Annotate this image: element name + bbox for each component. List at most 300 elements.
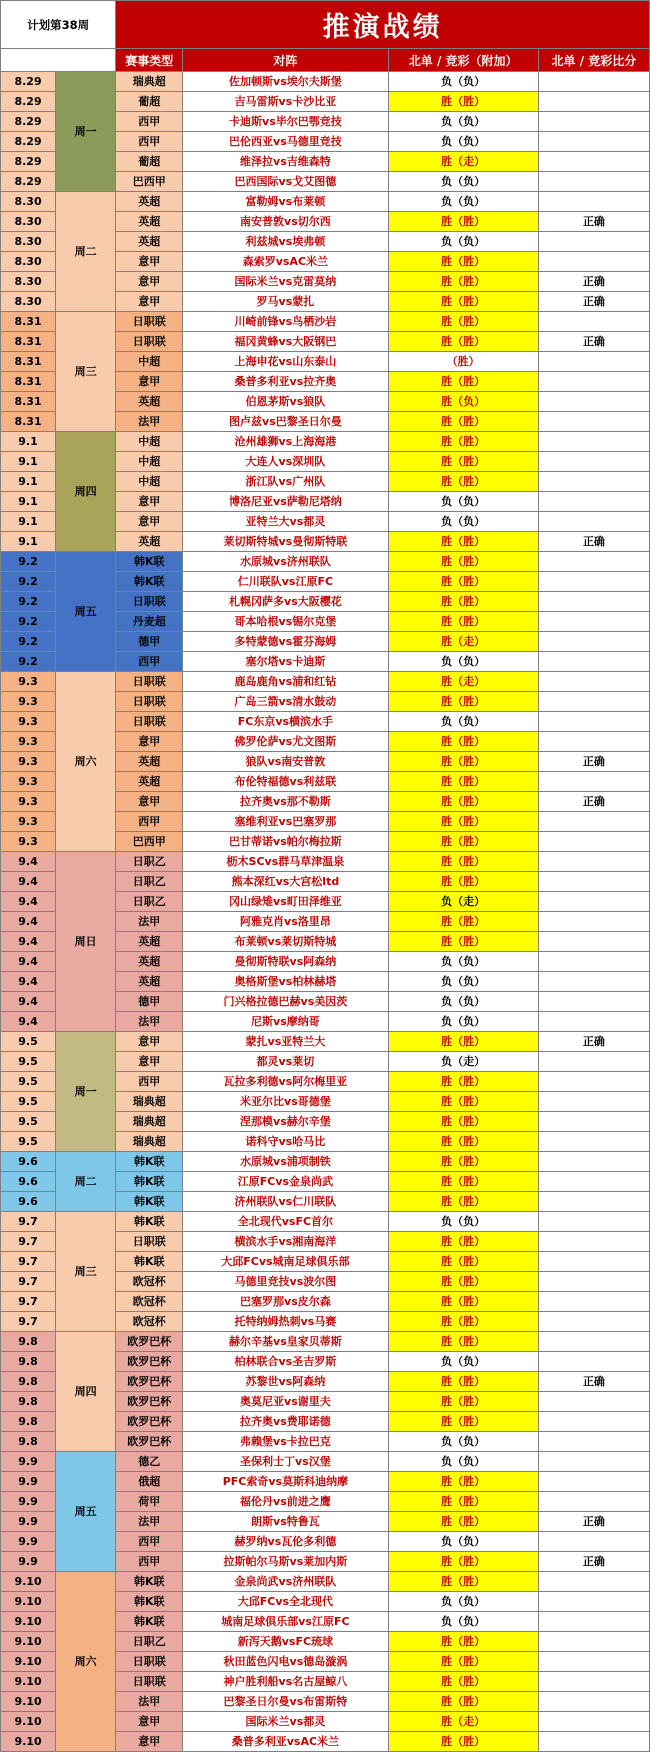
match-fixture: 桑普多利亚vsAC米兰 bbox=[183, 1732, 388, 1752]
league-name: 日职联 bbox=[116, 712, 183, 732]
column-header-2: 北单 / 竞彩（附加） bbox=[388, 49, 538, 72]
prediction-result: 胜（胜） bbox=[388, 1152, 538, 1172]
match-fixture: 狼队vs南安普敦 bbox=[183, 752, 388, 772]
league-name: 日职联 bbox=[116, 692, 183, 712]
weekday-label: 周五 bbox=[56, 1452, 116, 1572]
score-correctness bbox=[538, 732, 649, 752]
league-name: 欧罗巴杯 bbox=[116, 1392, 183, 1412]
match-fixture: 秋田蓝色闪电vs德岛漩涡 bbox=[183, 1652, 388, 1672]
league-name: 日职联 bbox=[116, 312, 183, 332]
prediction-result: 负（走） bbox=[388, 1052, 538, 1072]
league-name: 意甲 bbox=[116, 1712, 183, 1732]
score-correctness bbox=[538, 1072, 649, 1092]
match-date: 9.1 bbox=[1, 452, 56, 472]
match-fixture: 塞维利亚vs巴塞罗那 bbox=[183, 812, 388, 832]
score-correctness bbox=[538, 352, 649, 372]
score-correctness bbox=[538, 512, 649, 532]
weekday-label: 周五 bbox=[56, 552, 116, 672]
match-fixture: 图卢兹vs巴黎圣日尔曼 bbox=[183, 412, 388, 432]
match-fixture: 巴甘蒂诺vs帕尔梅拉斯 bbox=[183, 832, 388, 852]
match-fixture: 浙江队vs广州队 bbox=[183, 472, 388, 492]
prediction-result: 负（负） bbox=[388, 1592, 538, 1612]
score-correctness bbox=[538, 672, 649, 692]
league-name: 西甲 bbox=[116, 812, 183, 832]
match-date: 9.8 bbox=[1, 1392, 56, 1412]
match-date: 9.6 bbox=[1, 1192, 56, 1212]
table-row bbox=[1, 432, 650, 452]
match-date: 9.10 bbox=[1, 1652, 56, 1672]
match-fixture: 奥格斯堡vs柏林赫塔 bbox=[183, 972, 388, 992]
prediction-result: 负（负） bbox=[388, 1612, 538, 1632]
column-header-1: 对阵 bbox=[183, 49, 388, 72]
league-name: 英超 bbox=[116, 772, 183, 792]
score-correctness bbox=[538, 892, 649, 912]
league-name: 德甲 bbox=[116, 632, 183, 652]
score-correctness bbox=[538, 412, 649, 432]
match-date: 9.9 bbox=[1, 1472, 56, 1492]
match-date: 9.9 bbox=[1, 1552, 56, 1572]
match-fixture: 森索罗vsAC米兰 bbox=[183, 252, 388, 272]
score-correctness bbox=[538, 132, 649, 152]
league-name: 日职乙 bbox=[116, 892, 183, 912]
prediction-result: 胜（胜） bbox=[388, 1332, 538, 1352]
prediction-result: 胜（胜） bbox=[388, 552, 538, 572]
table-row bbox=[1, 552, 650, 572]
match-date: 9.10 bbox=[1, 1732, 56, 1752]
prediction-result: 胜（胜） bbox=[388, 852, 538, 872]
column-header-row bbox=[1, 49, 650, 72]
match-fixture: 横滨水手vs湘南海洋 bbox=[183, 1232, 388, 1252]
match-date: 9.8 bbox=[1, 1372, 56, 1392]
match-date: 9.9 bbox=[1, 1452, 56, 1472]
prediction-result: 胜（胜） bbox=[388, 372, 538, 392]
table-row bbox=[1, 1152, 650, 1172]
prediction-result: 负（走） bbox=[388, 892, 538, 912]
match-fixture: 蒙扎vs亚特兰大 bbox=[183, 1032, 388, 1052]
match-fixture: 全北现代vsFC首尔 bbox=[183, 1212, 388, 1232]
league-name: 法甲 bbox=[116, 1012, 183, 1032]
match-date: 9.10 bbox=[1, 1712, 56, 1732]
prediction-result: 胜（胜） bbox=[388, 1192, 538, 1212]
league-name: 意甲 bbox=[116, 292, 183, 312]
prediction-result: 负（负） bbox=[388, 492, 538, 512]
league-name: 英超 bbox=[116, 952, 183, 972]
match-fixture: 瓦拉多利德vs阿尔梅里亚 bbox=[183, 1072, 388, 1092]
score-correctness bbox=[538, 552, 649, 572]
match-date: 9.10 bbox=[1, 1672, 56, 1692]
prediction-result: 胜（胜） bbox=[388, 572, 538, 592]
match-fixture: 塞尔塔vs卡迪斯 bbox=[183, 652, 388, 672]
league-name: 西甲 bbox=[116, 112, 183, 132]
match-date: 8.30 bbox=[1, 232, 56, 252]
match-fixture: 金泉尚武vs济州联队 bbox=[183, 1572, 388, 1592]
match-date: 9.1 bbox=[1, 512, 56, 532]
match-fixture: 福冈黄蜂vs大阪钢巴 bbox=[183, 332, 388, 352]
prediction-result: 胜（胜） bbox=[388, 812, 538, 832]
score-correctness: 正确 bbox=[538, 532, 649, 552]
match-date: 8.30 bbox=[1, 292, 56, 312]
league-name: 英超 bbox=[116, 972, 183, 992]
prediction-result: 胜（胜） bbox=[388, 532, 538, 552]
match-date: 9.2 bbox=[1, 552, 56, 572]
league-name: 中超 bbox=[116, 452, 183, 472]
match-date: 8.30 bbox=[1, 192, 56, 212]
match-date: 9.4 bbox=[1, 912, 56, 932]
league-name: 巴西甲 bbox=[116, 832, 183, 852]
match-date: 9.9 bbox=[1, 1512, 56, 1532]
match-date: 9.10 bbox=[1, 1612, 56, 1632]
score-correctness bbox=[538, 252, 649, 272]
prediction-result: 负（负） bbox=[388, 72, 538, 92]
league-name: 英超 bbox=[116, 752, 183, 772]
match-date: 9.2 bbox=[1, 592, 56, 612]
prediction-result: 负（负） bbox=[388, 712, 538, 732]
score-correctness bbox=[538, 72, 649, 92]
score-correctness bbox=[538, 1272, 649, 1292]
match-date: 8.29 bbox=[1, 92, 56, 112]
score-correctness bbox=[538, 1492, 649, 1512]
weekday-label: 周三 bbox=[56, 312, 116, 432]
league-name: 欧罗巴杯 bbox=[116, 1372, 183, 1392]
match-date: 8.29 bbox=[1, 132, 56, 152]
match-date: 9.6 bbox=[1, 1152, 56, 1172]
score-correctness bbox=[538, 932, 649, 952]
league-name: 意甲 bbox=[116, 372, 183, 392]
match-fixture: 拉齐奥vs费耶诺德 bbox=[183, 1412, 388, 1432]
match-fixture: 熊本深红vs大宫松ltd bbox=[183, 872, 388, 892]
match-fixture: 国际米兰vs都灵 bbox=[183, 1712, 388, 1732]
match-date: 9.5 bbox=[1, 1052, 56, 1072]
league-name: 西甲 bbox=[116, 1552, 183, 1572]
match-fixture: 冈山绿雉vs町田泽维亚 bbox=[183, 892, 388, 912]
match-date: 9.4 bbox=[1, 872, 56, 892]
prediction-result: 胜（胜） bbox=[388, 1572, 538, 1592]
score-correctness bbox=[538, 1172, 649, 1192]
match-fixture: 城南足球俱乐部vs江原FC bbox=[183, 1612, 388, 1632]
league-name: 英超 bbox=[116, 932, 183, 952]
prediction-result: 胜（胜） bbox=[388, 732, 538, 752]
league-name: 瑞典超 bbox=[116, 1092, 183, 1112]
match-fixture: 江原FCvs金泉尚武 bbox=[183, 1172, 388, 1192]
score-correctness: 正确 bbox=[538, 1552, 649, 1572]
match-fixture: 拉斯帕尔马斯vs莱加内斯 bbox=[183, 1552, 388, 1572]
match-date: 9.9 bbox=[1, 1492, 56, 1512]
league-name: 法甲 bbox=[116, 412, 183, 432]
score-correctness bbox=[538, 1692, 649, 1712]
match-fixture: 布莱顿vs莱切斯特城 bbox=[183, 932, 388, 952]
prediction-result: 胜（胜） bbox=[388, 832, 538, 852]
prediction-result: 胜（胜） bbox=[388, 1472, 538, 1492]
score-correctness: 正确 bbox=[538, 292, 649, 312]
column-header-3: 北单 / 竞彩比分 bbox=[538, 49, 649, 72]
prediction-result: 胜（胜） bbox=[388, 1112, 538, 1132]
league-name: 法甲 bbox=[116, 1512, 183, 1532]
score-correctness bbox=[538, 872, 649, 892]
match-date: 9.8 bbox=[1, 1412, 56, 1432]
plan-week-label: 计划第38周 bbox=[1, 1, 116, 49]
match-fixture: 赫罗纳vs瓦伦多利德 bbox=[183, 1532, 388, 1552]
match-fixture: PFC索奇vs莫斯科迪纳摩 bbox=[183, 1472, 388, 1492]
prediction-result: 负（负） bbox=[388, 652, 538, 672]
score-correctness bbox=[538, 612, 649, 632]
match-date: 9.5 bbox=[1, 1072, 56, 1092]
match-date: 9.7 bbox=[1, 1232, 56, 1252]
prediction-result: 胜（胜） bbox=[388, 312, 538, 332]
league-name: 德甲 bbox=[116, 992, 183, 1012]
prediction-result: 胜（胜） bbox=[388, 1252, 538, 1272]
match-fixture: 大邱FCvs全北现代 bbox=[183, 1592, 388, 1612]
league-name: 意甲 bbox=[116, 1732, 183, 1752]
match-date: 8.29 bbox=[1, 172, 56, 192]
league-name: 中超 bbox=[116, 432, 183, 452]
match-fixture: 南安普敦vs切尔西 bbox=[183, 212, 388, 232]
prediction-result: 胜（胜） bbox=[388, 792, 538, 812]
score-correctness bbox=[538, 812, 649, 832]
match-fixture: 苏黎世vs阿森纳 bbox=[183, 1372, 388, 1392]
match-date: 9.3 bbox=[1, 692, 56, 712]
league-name: 日职联 bbox=[116, 1652, 183, 1672]
match-date: 9.10 bbox=[1, 1592, 56, 1612]
score-correctness bbox=[538, 392, 649, 412]
match-fixture: 卡迪斯vs毕尔巴鄂竞技 bbox=[183, 112, 388, 132]
prediction-result: 胜（走） bbox=[388, 152, 538, 172]
score-correctness bbox=[538, 1412, 649, 1432]
match-date: 9.4 bbox=[1, 972, 56, 992]
score-correctness bbox=[538, 1612, 649, 1632]
match-date: 8.30 bbox=[1, 212, 56, 232]
match-fixture: 巴西国际vs戈艾图德 bbox=[183, 172, 388, 192]
sheet-header-row bbox=[1, 1, 650, 49]
score-correctness bbox=[538, 592, 649, 612]
league-name: 欧罗巴杯 bbox=[116, 1432, 183, 1452]
match-fixture: 仁川联队vs江原FC bbox=[183, 572, 388, 592]
match-fixture: 拉齐奥vs那不勒斯 bbox=[183, 792, 388, 812]
match-date: 9.1 bbox=[1, 472, 56, 492]
match-fixture: 弗赖堡vs卡拉巴克 bbox=[183, 1432, 388, 1452]
score-correctness bbox=[538, 952, 649, 972]
league-name: 法甲 bbox=[116, 1692, 183, 1712]
prediction-result: 负（负） bbox=[388, 1012, 538, 1032]
match-date: 9.2 bbox=[1, 612, 56, 632]
prediction-result: 胜（胜） bbox=[388, 212, 538, 232]
prediction-result: 胜（胜） bbox=[388, 292, 538, 312]
league-name: 瑞典超 bbox=[116, 72, 183, 92]
prediction-result: 胜（胜） bbox=[388, 1672, 538, 1692]
league-name: 日职联 bbox=[116, 1232, 183, 1252]
score-correctness bbox=[538, 1232, 649, 1252]
prediction-result: 胜（胜） bbox=[388, 1732, 538, 1752]
score-correctness: 正确 bbox=[538, 752, 649, 772]
match-fixture: 广岛三箭vs清水鼓动 bbox=[183, 692, 388, 712]
league-name: 欧罗巴杯 bbox=[116, 1332, 183, 1352]
match-fixture: 博洛尼亚vs萨勒尼塔纳 bbox=[183, 492, 388, 512]
prediction-result: 胜（胜） bbox=[388, 1692, 538, 1712]
match-date: 9.2 bbox=[1, 572, 56, 592]
score-correctness bbox=[538, 572, 649, 592]
match-date: 8.31 bbox=[1, 332, 56, 352]
league-name: 韩K联 bbox=[116, 1212, 183, 1232]
match-fixture: 布伦特福德vs利兹联 bbox=[183, 772, 388, 792]
header-spacer bbox=[1, 49, 116, 72]
score-correctness bbox=[538, 432, 649, 452]
league-name: 日职联 bbox=[116, 672, 183, 692]
prediction-result: 胜（胜） bbox=[388, 1652, 538, 1672]
weekday-label: 周二 bbox=[56, 192, 116, 312]
prediction-result: 负（负） bbox=[388, 1212, 538, 1232]
league-name: 欧冠杯 bbox=[116, 1272, 183, 1292]
match-date: 9.3 bbox=[1, 772, 56, 792]
match-date: 9.1 bbox=[1, 432, 56, 452]
match-date: 8.29 bbox=[1, 152, 56, 172]
table-row bbox=[1, 852, 650, 872]
score-correctness: 正确 bbox=[538, 1032, 649, 1052]
match-fixture: 朗斯vs特鲁瓦 bbox=[183, 1512, 388, 1532]
league-name: 意甲 bbox=[116, 272, 183, 292]
match-date: 8.29 bbox=[1, 112, 56, 132]
league-name: 韩K联 bbox=[116, 552, 183, 572]
league-name: 意甲 bbox=[116, 1032, 183, 1052]
score-correctness bbox=[538, 1452, 649, 1472]
prediction-result: 胜（胜） bbox=[388, 412, 538, 432]
score-correctness: 正确 bbox=[538, 1512, 649, 1532]
score-correctness bbox=[538, 772, 649, 792]
score-correctness: 正确 bbox=[538, 212, 649, 232]
score-correctness bbox=[538, 1732, 649, 1752]
prediction-result: 负（负） bbox=[388, 192, 538, 212]
league-name: 西甲 bbox=[116, 1072, 183, 1092]
match-fixture: 米亚尔比vs哥德堡 bbox=[183, 1092, 388, 1112]
match-fixture: 尼斯vs摩纳哥 bbox=[183, 1012, 388, 1032]
prediction-result: 胜（胜） bbox=[388, 612, 538, 632]
match-fixture: 马德里竞技vs波尔图 bbox=[183, 1272, 388, 1292]
prediction-result: 胜（胜） bbox=[388, 1232, 538, 1252]
prediction-result: 胜（胜） bbox=[388, 912, 538, 932]
match-date: 9.7 bbox=[1, 1312, 56, 1332]
league-name: 韩K联 bbox=[116, 572, 183, 592]
score-correctness bbox=[538, 1332, 649, 1352]
league-name: 意甲 bbox=[116, 252, 183, 272]
match-fixture: 门兴格拉德巴赫vs美因茨 bbox=[183, 992, 388, 1012]
match-fixture: 大邱FCvs城南足球俱乐部 bbox=[183, 1252, 388, 1272]
league-name: 瑞典超 bbox=[116, 1132, 183, 1152]
score-correctness bbox=[538, 152, 649, 172]
prediction-result: 胜（走） bbox=[388, 632, 538, 652]
league-name: 意甲 bbox=[116, 792, 183, 812]
match-date: 9.7 bbox=[1, 1292, 56, 1312]
match-date: 9.4 bbox=[1, 852, 56, 872]
score-correctness bbox=[538, 192, 649, 212]
score-correctness bbox=[538, 1532, 649, 1552]
match-date: 9.2 bbox=[1, 632, 56, 652]
score-correctness bbox=[538, 1052, 649, 1072]
match-fixture: 诺科守vs哈马比 bbox=[183, 1132, 388, 1152]
league-name: 韩K联 bbox=[116, 1252, 183, 1272]
match-fixture: 莱切斯特城vs曼彻斯特联 bbox=[183, 532, 388, 552]
score-correctness bbox=[538, 692, 649, 712]
table-row bbox=[1, 1332, 650, 1352]
score-correctness bbox=[538, 1092, 649, 1112]
prediction-result: 胜（胜） bbox=[388, 592, 538, 612]
prediction-result: 胜（胜） bbox=[388, 692, 538, 712]
match-fixture: 托特纳姆热刺vs马赛 bbox=[183, 1312, 388, 1332]
league-name: 韩K联 bbox=[116, 1592, 183, 1612]
league-name: 西甲 bbox=[116, 1532, 183, 1552]
prediction-result: 负（负） bbox=[388, 232, 538, 252]
score-correctness bbox=[538, 492, 649, 512]
match-fixture: 利兹城vs埃弗顿 bbox=[183, 232, 388, 252]
league-name: 日职乙 bbox=[116, 1632, 183, 1652]
match-date: 9.5 bbox=[1, 1112, 56, 1132]
match-fixture: 枥木SCvs群马草津温泉 bbox=[183, 852, 388, 872]
match-date: 8.31 bbox=[1, 312, 56, 332]
weekday-label: 周四 bbox=[56, 432, 116, 552]
match-fixture: FC东京vs横滨水手 bbox=[183, 712, 388, 732]
weekday-label: 周六 bbox=[56, 1572, 116, 1752]
prediction-result: 负（负） bbox=[388, 972, 538, 992]
league-name: 英超 bbox=[116, 192, 183, 212]
prediction-result: 胜（胜） bbox=[388, 432, 538, 452]
prediction-result: 胜（胜） bbox=[388, 1412, 538, 1432]
match-fixture: 新泻天鹅vsFC琉球 bbox=[183, 1632, 388, 1652]
match-date: 9.5 bbox=[1, 1132, 56, 1152]
prediction-result: 胜（胜） bbox=[388, 1272, 538, 1292]
weekday-label: 周日 bbox=[56, 852, 116, 1032]
match-fixture: 多特蒙德vs霍芬海姆 bbox=[183, 632, 388, 652]
score-correctness bbox=[538, 712, 649, 732]
match-fixture: 沧州雄狮vs上海海港 bbox=[183, 432, 388, 452]
score-correctness bbox=[538, 1292, 649, 1312]
match-date: 9.4 bbox=[1, 932, 56, 952]
score-correctness bbox=[538, 1632, 649, 1652]
league-name: 韩K联 bbox=[116, 1572, 183, 1592]
match-fixture: 巴黎圣日尔曼vs布雷斯特 bbox=[183, 1692, 388, 1712]
score-correctness bbox=[538, 472, 649, 492]
match-date: 9.4 bbox=[1, 952, 56, 972]
prediction-result: 胜（胜） bbox=[388, 1072, 538, 1092]
table-row bbox=[1, 72, 650, 92]
match-fixture: 水原城vs浦项制铁 bbox=[183, 1152, 388, 1172]
match-fixture: 赫尔辛基vs皇家贝蒂斯 bbox=[183, 1332, 388, 1352]
prediction-result: 胜（胜） bbox=[388, 472, 538, 492]
score-correctness bbox=[538, 452, 649, 472]
prediction-result: 负（负） bbox=[388, 112, 538, 132]
prediction-result: 负（负） bbox=[388, 132, 538, 152]
score-correctness bbox=[538, 1592, 649, 1612]
score-correctness bbox=[538, 172, 649, 192]
league-name: 欧冠杯 bbox=[116, 1292, 183, 1312]
league-name: 日职乙 bbox=[116, 872, 183, 892]
match-date: 9.7 bbox=[1, 1212, 56, 1232]
match-fixture: 哥本哈根vs锡尔克堡 bbox=[183, 612, 388, 632]
league-name: 中超 bbox=[116, 472, 183, 492]
prediction-result: 负（负） bbox=[388, 512, 538, 532]
match-fixture: 桑普多利亚vs拉齐奥 bbox=[183, 372, 388, 392]
score-correctness bbox=[538, 972, 649, 992]
league-name: 意甲 bbox=[116, 1052, 183, 1072]
score-correctness bbox=[538, 1712, 649, 1732]
league-name: 巴西甲 bbox=[116, 172, 183, 192]
league-name: 日职联 bbox=[116, 332, 183, 352]
league-name: 葡超 bbox=[116, 152, 183, 172]
prediction-result: 负（负） bbox=[388, 1352, 538, 1372]
match-date: 8.31 bbox=[1, 412, 56, 432]
score-correctness bbox=[538, 1132, 649, 1152]
match-date: 9.8 bbox=[1, 1352, 56, 1372]
match-fixture: 上海申花vs山东泰山 bbox=[183, 352, 388, 372]
league-name: 韩K联 bbox=[116, 1172, 183, 1192]
league-name: 日职联 bbox=[116, 1672, 183, 1692]
match-date: 9.3 bbox=[1, 792, 56, 812]
